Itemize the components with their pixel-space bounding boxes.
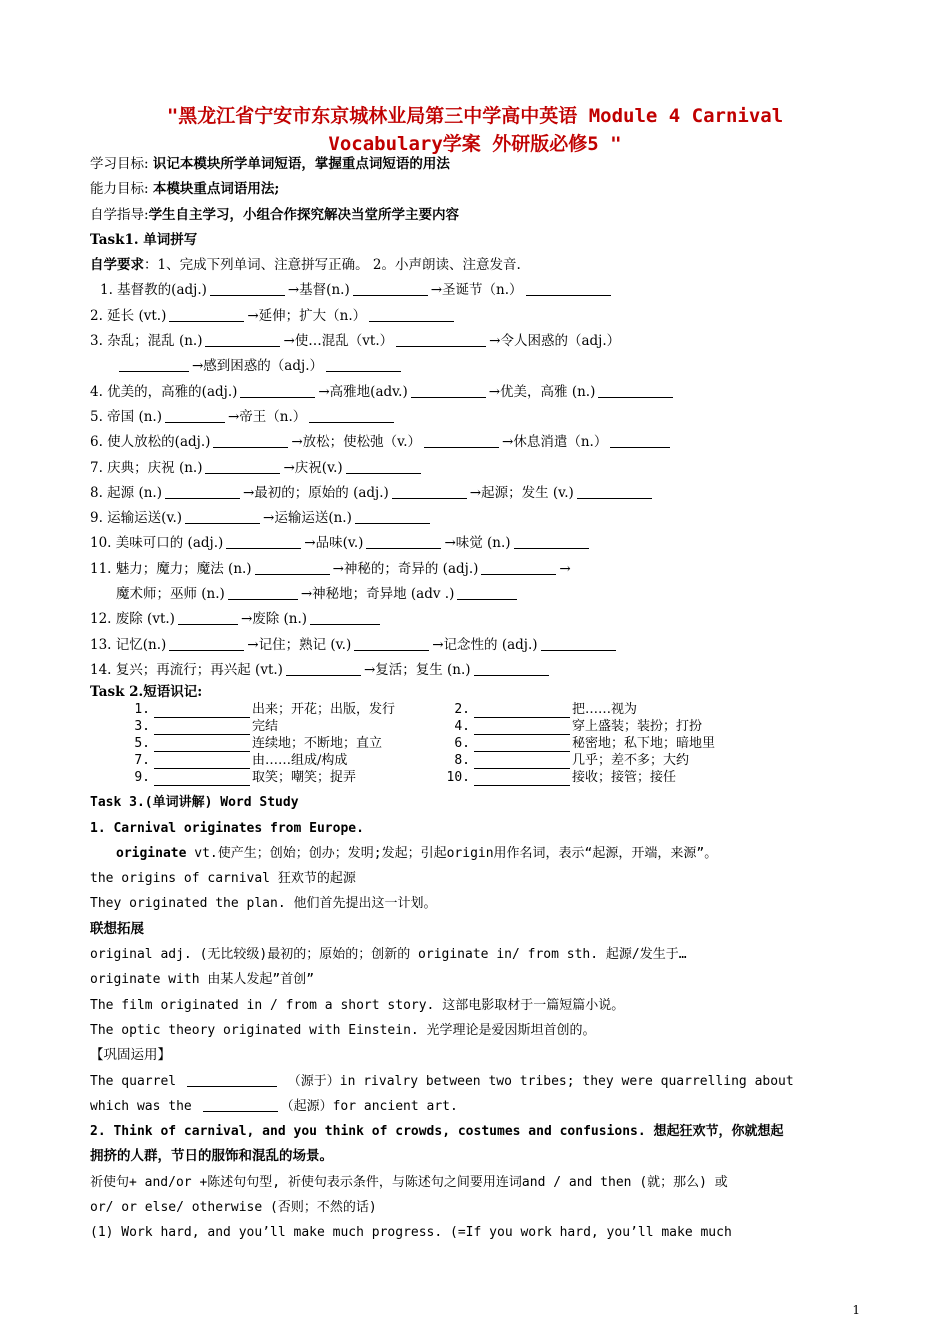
answer-blank[interactable] (169, 307, 244, 322)
phrase-row (122, 735, 862, 752)
answer-blank[interactable] (203, 1097, 278, 1112)
item-text: which was the (90, 1098, 192, 1114)
study-sentence-1: 1. Carnival originates from Europe. (90, 820, 364, 836)
example-2: They originated the plan. 他们首先提出这一计划。 (90, 896, 437, 912)
ability-goal-label: 能力目标: (90, 181, 149, 198)
phrase-row (122, 718, 862, 735)
answer-blank[interactable] (165, 484, 240, 499)
phrase-number: 4. (454, 719, 470, 735)
answer-blank[interactable] (309, 408, 394, 423)
word-item-6 (90, 430, 862, 455)
phrase-meaning: 几乎；差不多；大约 (572, 753, 690, 769)
phrase-number: 8. (454, 753, 470, 769)
item-text: →品味(v.) (304, 535, 364, 552)
word-item-5 (90, 405, 862, 430)
study-goal-label: 学习目标: (90, 156, 149, 172)
pattern-example-1: (1) Work hard, and you’ll make much progress. (=If you work hard, you’ll make much (90, 1225, 732, 1241)
association-2: originate with 由某人发起”首创” (90, 972, 315, 988)
answer-blank[interactable] (353, 281, 428, 296)
item-text: →休息消遣（n.） (502, 434, 608, 451)
answer-blank[interactable] (457, 585, 517, 600)
phrase-item (442, 769, 676, 786)
phrase-row (122, 769, 862, 786)
phrase-meaning: 把……视为 (572, 702, 638, 718)
answer-blank[interactable] (474, 703, 570, 718)
pattern-explanation-2: or/ or else/ otherwise (否则；不然的话) (90, 1199, 377, 1215)
phrase-number: 3. (134, 719, 150, 735)
phrase-number: 5. (134, 736, 150, 752)
answer-blank[interactable] (154, 754, 250, 769)
study-sentence-2: 2. Think of carnival, and you think of crowds, costumes and confusions. 想起狂欢节，你就想起 (90, 1124, 784, 1140)
association-4: The optic theory originated with Einstein. 光学理论是爱因斯坦首创的。 (90, 1022, 596, 1038)
item-text: 2. 延长 (vt.) (90, 307, 167, 324)
answer-blank[interactable] (355, 509, 430, 524)
answer-blank[interactable] (154, 771, 250, 786)
answer-blank[interactable] (187, 1072, 277, 1087)
item-text: →令人困惑的（adj.） (489, 333, 621, 350)
consolidation-heading: 【巩固运用】 (90, 1047, 171, 1064)
item-text: 魔术师；巫师 (n.) (116, 586, 225, 603)
consolidation-1 (90, 1069, 862, 1094)
word-item-3-cont (90, 354, 862, 379)
item-text: →帝王（n.） (227, 408, 307, 425)
guide-label: 自学指导: (90, 206, 149, 223)
study-sentence-2-cont: 拥挤的人群，节日的服饰和混乱的场景。 (90, 1148, 333, 1165)
answer-blank[interactable] (165, 408, 225, 423)
phrase-item (442, 752, 689, 769)
phrase-item (122, 769, 442, 786)
answer-blank[interactable] (210, 281, 285, 296)
item-text: 6. 使人放松的(adj.) (90, 434, 211, 451)
item-text: 14. 复兴；再流行；再兴起 (vt.) (90, 661, 283, 678)
item-text: →放松；使松弛（v.） (291, 434, 422, 451)
answer-blank[interactable] (514, 534, 589, 549)
item-text: →使…混乱（vt.） (283, 333, 394, 350)
answer-blank[interactable] (205, 459, 280, 474)
word-item-11-cont (90, 582, 862, 607)
answer-blank[interactable] (474, 771, 570, 786)
item-text: →复活；复生 (n.) (363, 661, 471, 678)
phrase-item (122, 718, 442, 735)
phrase-list (90, 701, 862, 786)
keyword: originate (116, 845, 187, 861)
task2-heading: Task 2.短语识记: (90, 684, 203, 701)
word-item-8 (90, 481, 862, 506)
association-1: original adj. (无比较级)最初的；原始的；创新的 originate in/ from sth. 起源/发生于… (90, 947, 687, 963)
example-1: the origins of carnival 狂欢节的起源 (90, 871, 356, 887)
answer-blank[interactable] (474, 754, 570, 769)
item-text: 8. 起源 (n.) (90, 484, 162, 501)
item-text: 4. 优美的，高雅的(adj.) (90, 383, 238, 400)
item-text: →延伸；扩大（n.） (247, 307, 367, 324)
word-item-9 (90, 506, 862, 531)
phrase-item (122, 735, 442, 752)
answer-blank[interactable] (369, 307, 454, 322)
title-line-2: Vocabulary学案 外研版必修5 " (328, 133, 622, 155)
phrase-meaning: 完结 (252, 719, 279, 735)
item-text: The quarrel (90, 1073, 177, 1089)
item-text: （起源）for ancient art. (280, 1098, 458, 1114)
word-item-2 (90, 304, 862, 329)
word-item-14 (90, 658, 862, 683)
page-number: 1 (852, 1303, 860, 1317)
word-item-3 (90, 329, 862, 354)
phrase-meaning: 连续地；不断地；直立 (252, 736, 383, 752)
answer-blank[interactable] (392, 484, 467, 499)
answer-blank[interactable] (474, 661, 549, 676)
item-text: 3. 杂乱；混乱 (n.) (90, 333, 203, 350)
phrase-number: 9. (134, 770, 150, 786)
item-text: →味觉 (n.) (444, 535, 511, 552)
answer-blank[interactable] (610, 433, 670, 448)
answer-blank[interactable] (326, 357, 401, 372)
ability-goal-text: 本模块重点词语用法; (152, 181, 280, 198)
item-text: →记住；熟记 (v.) (247, 636, 352, 653)
answer-blank[interactable] (346, 459, 421, 474)
pattern-explanation-1: 祈使句+ and/or +陈述句句型, 祈使句表示条件，与陈述句之间要用连词and / and then (就；那么) 或 (90, 1174, 728, 1190)
study-goal-text: 识记本模块所学单词短语，掌握重点词短语的用法 (152, 156, 450, 172)
item-text: 5. 帝国 (n.) (90, 408, 162, 425)
item-text: 1. 基督教的(adj.) (100, 282, 207, 299)
task1-heading: Task1. 单词拼写 (90, 231, 198, 248)
phrase-item (442, 735, 715, 752)
document-body (90, 152, 862, 1246)
item-text: 12. 废除 (vt.) (90, 611, 175, 628)
phrase-item (442, 701, 637, 718)
item-text: →庆祝(v.) (283, 459, 343, 476)
guide-text: 学生自主学习，小组合作探究解决当堂所学主要内容 (148, 206, 460, 223)
phrase-number: 6. (454, 736, 470, 752)
answer-blank[interactable] (286, 661, 361, 676)
answer-blank[interactable] (541, 636, 616, 651)
item-text: 10. 美味可口的 (adj.) (90, 535, 224, 552)
answer-blank[interactable] (411, 383, 486, 398)
answer-blank[interactable] (474, 720, 570, 735)
study-goal (90, 152, 862, 177)
answer-blank[interactable] (310, 610, 380, 625)
phrase-meaning: 出来；开花；出版，发行 (252, 702, 396, 718)
task3-heading: Task 3.(单词讲解) Word Study (90, 795, 299, 811)
item-text: 13. 记忆(n.) (90, 636, 167, 653)
item-text: →最初的；原始的 (adj.) (242, 484, 389, 501)
answer-blank[interactable] (119, 357, 189, 372)
phrase-number: 1. (134, 702, 150, 718)
item-text: → (559, 560, 571, 577)
item-text: →起源；发生 (v.) (469, 484, 574, 501)
item-text: →基督(n.) (287, 282, 350, 299)
item-text: →优美，高雅 (n.) (488, 383, 596, 400)
item-text: 9. 运输运送(v.) (90, 510, 183, 527)
word-item-1 (90, 278, 862, 303)
answer-blank[interactable] (526, 281, 611, 296)
answer-blank[interactable] (255, 560, 330, 575)
self-study-guide (90, 203, 862, 228)
phrase-number: 10. (446, 770, 470, 786)
answer-blank[interactable] (228, 585, 298, 600)
phrase-row (122, 701, 862, 718)
phrase-meaning: 穿上盛装；装扮；打扮 (572, 719, 703, 735)
phrase-meaning: 取笑；嘲笑；捉弄 (252, 770, 357, 786)
item-text: →高雅地(adv.) (318, 383, 408, 400)
consolidation-2 (90, 1094, 862, 1119)
item-text: →神秘的；奇异的 (adj.) (332, 560, 479, 577)
association-heading: 联想拓展 (90, 920, 144, 937)
item-text: →记念性的 (adj.) (432, 636, 538, 653)
requirement-label: 自学要求 (90, 257, 144, 274)
answer-blank[interactable] (474, 737, 570, 752)
word-item-11 (90, 557, 862, 582)
word-item-12 (90, 607, 862, 632)
answer-blank[interactable] (240, 383, 315, 398)
document-title (90, 102, 860, 158)
answer-blank[interactable] (154, 703, 250, 718)
item-text: →圣诞节（n.） (430, 282, 523, 299)
word-item-7 (90, 456, 862, 481)
phrase-item (122, 701, 442, 718)
phrase-row (122, 752, 862, 769)
phrase-number: 2. (454, 702, 470, 718)
phrase-meaning: 由……组成/构成 (252, 753, 348, 769)
phrase-item (122, 752, 442, 769)
answer-blank[interactable] (185, 509, 260, 524)
answer-blank[interactable] (169, 636, 244, 651)
definition-text: vt.使产生；创始；创办；发明;发起；引起origin用作名词，表示“起源，开端，来源”。 (186, 845, 718, 861)
title-line-1: "黑龙江省宁安市东京城林业局第三中学高中英语 Module 4 Carnival (166, 105, 784, 127)
originate-definition (90, 841, 862, 866)
item-text: 11. 魅力；魔力；魔法 (n.) (90, 560, 252, 577)
answer-blank[interactable] (424, 433, 499, 448)
answer-blank[interactable] (396, 332, 486, 347)
word-item-10 (90, 531, 862, 556)
answer-blank[interactable] (481, 560, 556, 575)
answer-blank[interactable] (354, 636, 429, 651)
task1-requirement (90, 253, 862, 278)
ability-goal (90, 177, 862, 202)
item-text: →感到困惑的（adj.） (192, 358, 323, 375)
phrase-meaning: 接收；接管；接任 (572, 770, 677, 786)
answer-blank[interactable] (226, 534, 301, 549)
requirement-text: ：1、完成下列单词、注意拼写正确。 2。小声朗读、注意发音. (144, 257, 521, 274)
item-text: （源于）in rivalry between two tribes; they were quarrelling about (287, 1073, 794, 1089)
item-text: 7. 庆典；庆祝 (n.) (90, 459, 203, 476)
answer-blank[interactable] (366, 534, 441, 549)
item-text: →神秘地；奇异地 (adv .) (300, 586, 455, 603)
word-item-13 (90, 633, 862, 658)
word-item-4 (90, 380, 862, 405)
answer-blank[interactable] (205, 332, 280, 347)
phrase-item (442, 718, 702, 735)
answer-blank[interactable] (577, 484, 652, 499)
answer-blank[interactable] (154, 720, 250, 735)
phrase-number: 7. (134, 753, 150, 769)
item-text: →废除 (n.) (240, 611, 308, 628)
phrase-meaning: 秘密地；私下地；暗地里 (572, 736, 716, 752)
association-3: The film originated in / from a short story. 这部电影取材于一篇短篇小说。 (90, 997, 625, 1013)
answer-blank[interactable] (598, 383, 673, 398)
answer-blank[interactable] (178, 610, 238, 625)
answer-blank[interactable] (213, 433, 288, 448)
item-text: →运输运送(n.) (263, 510, 352, 527)
answer-blank[interactable] (154, 737, 250, 752)
